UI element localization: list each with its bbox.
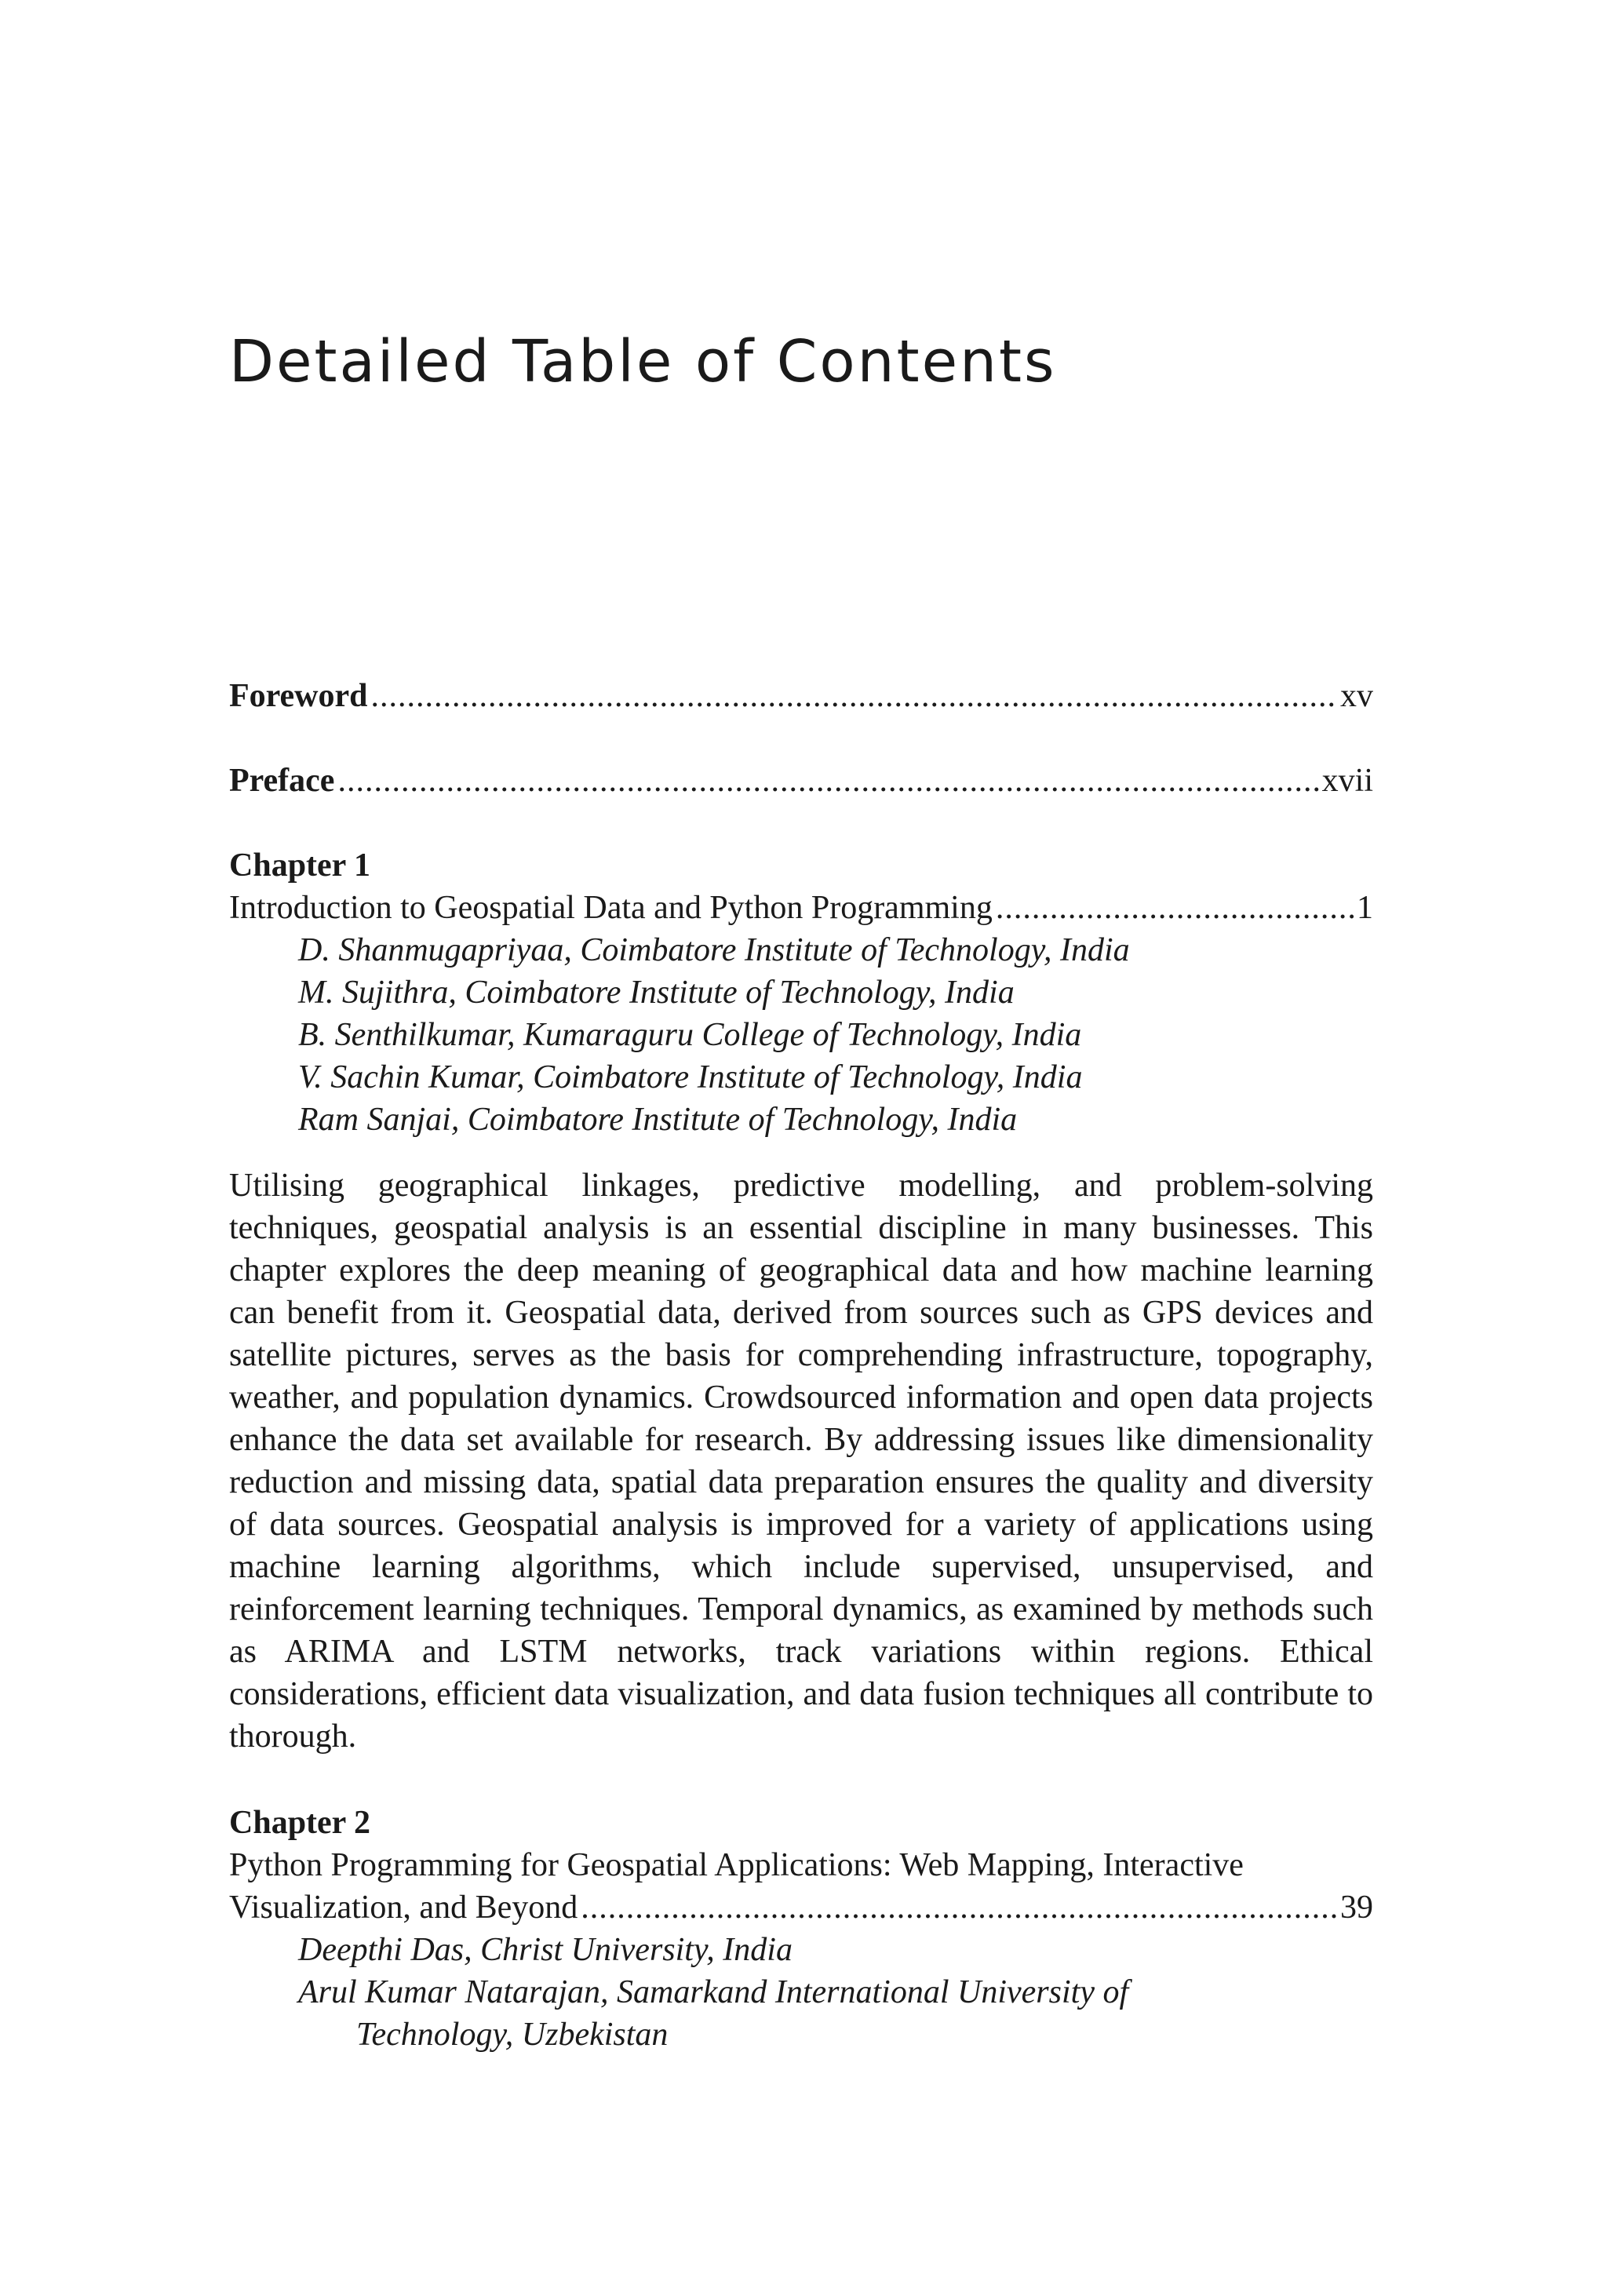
chapter-title-entry[interactable] — [229, 887, 1373, 929]
chapter-author: V. Sachin Kumar, Coimbatore Institute of Technology, India — [298, 1059, 1083, 1095]
toc-page-number: xv — [1340, 678, 1373, 714]
chapter-heading: Chapter 1 — [229, 847, 371, 884]
toc-page-number: 1 — [1357, 890, 1373, 926]
chapter-abstract: Utilising geographical linkages, predictive modelling, and problem-solving techniques, geospatial analysis is an essential discipline in many businesses. This chapter explores the deep meaning of geographical data and how machine learning can benefit from it. Geospatial data, derived from sources such as GPS devices and satellite pictures, serves as the basis for comprehending infrastructure, topography, weather, and population dynamics. Crowdsourced information and open data projects enhance the data set available for research. By addressing issues like dimensionality reduction and missing data, spatial data preparation ensures the quality and diversity of data sources. Geospatial analysis is improved for a variety of applications using machine learning algorithms, which include supervised, unsupervised, and reinforcement learning techniques. Temporal dynamics, as examined by methods such as ARIMA and LSTM networks, track variations within regions. Ethical considerations, efficient data visualization, and data fusion techniques all contribute to thorough. — [229, 1168, 1373, 1755]
toc-entry-foreword[interactable] — [229, 675, 1373, 717]
dot-leader — [581, 1886, 1337, 1929]
chapter-author: D. Shanmugapriyaa, Coimbatore Institute of Technology, India — [298, 932, 1130, 968]
chapter-title-entry[interactable] — [229, 1886, 1373, 1929]
toc-entry-preface[interactable] — [229, 760, 1373, 802]
chapter-author: M. Sujithra, Coimbatore Institute of Technology, India — [298, 975, 1015, 1011]
chapter-author: Ram Sanjai, Coimbatore Institute of Technology, India — [298, 1102, 1018, 1138]
chapter-title-continued: Visualization, and Beyond — [229, 1890, 578, 1926]
chapter-author: Deepthi Das, Christ University, India — [298, 1932, 793, 1968]
toc-page-number: xvii — [1321, 763, 1373, 799]
chapter-author: B. Senthilkumar, Kumaraguru College of Technology, India — [298, 1017, 1082, 1053]
dot-leader — [996, 887, 1354, 929]
chapter-author-wrapped — [229, 1971, 1373, 2056]
toc-entry-label: Foreword — [229, 678, 368, 714]
chapter-2-block — [229, 1802, 1373, 2056]
chapter-title: Introduction to Geospatial Data and Python Programming — [229, 890, 993, 926]
chapter-1-block — [229, 844, 1373, 1758]
author-line-2: Technology, Uzbekistan — [356, 2017, 669, 2053]
toc-entry-label: Preface — [229, 763, 335, 799]
page-title: Detailed Table of Contents — [229, 328, 1057, 395]
dot-leader — [371, 675, 1337, 717]
chapter-heading: Chapter 2 — [229, 1805, 371, 1841]
dot-leader — [337, 760, 1318, 802]
toc-content — [229, 675, 1373, 2100]
author-line-1: Arul Kumar Natarajan, Samarkand International University of — [298, 1974, 1129, 2010]
toc-page-number: 39 — [1340, 1890, 1373, 1926]
chapter-title[interactable]: Python Programming for Geospatial Applications: Web Mapping, Interactive — [229, 1847, 1244, 1883]
